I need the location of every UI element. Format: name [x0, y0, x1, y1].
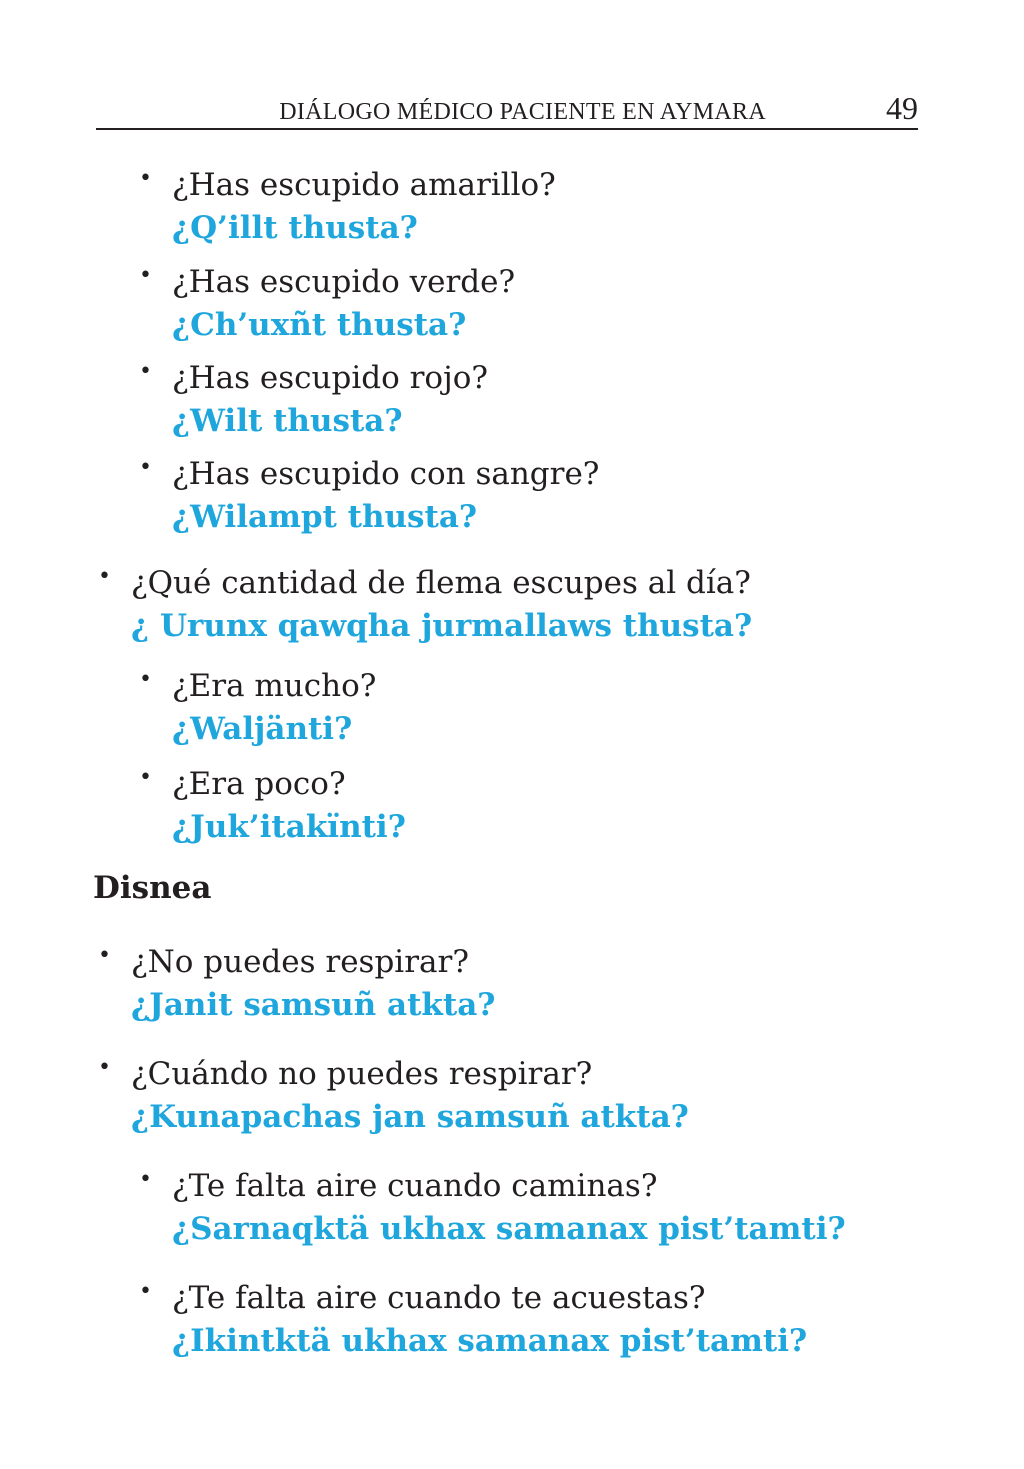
bullet-icon: •	[98, 1055, 111, 1080]
bullet-icon: •	[139, 1167, 152, 1192]
bullet-icon: •	[139, 263, 152, 288]
spanish-question: ¿Era poco?	[172, 766, 346, 802]
list-item	[139, 664, 377, 750]
spanish-question: ¿Era mucho?	[172, 668, 377, 704]
spanish-question: ¿Has escupido con sangre?	[172, 456, 600, 492]
list-item	[139, 452, 600, 538]
list-item	[98, 1052, 689, 1138]
spanish-question: ¿No puedes respirar?	[131, 944, 469, 980]
aymara-translation: ¿Wilampt thusta?	[172, 499, 478, 535]
aymara-translation: ¿Janit samsuñ atkta?	[131, 987, 496, 1023]
list-item	[139, 260, 516, 346]
spanish-question: ¿Cuándo no puedes respirar?	[131, 1056, 593, 1092]
bullet-icon: •	[139, 667, 152, 692]
bullet-icon: •	[98, 943, 111, 968]
bullet-icon: •	[139, 166, 152, 191]
aymara-translation: ¿Wilt thusta?	[172, 403, 403, 439]
aymara-translation: ¿Q’illt thusta?	[172, 210, 418, 246]
list-item	[98, 940, 496, 1026]
aymara-translation: ¿Waljänti?	[172, 711, 353, 747]
list-item	[98, 561, 753, 647]
bullet-icon: •	[139, 455, 152, 480]
spanish-question: ¿Qué cantidad de flema escupes al día?	[131, 565, 751, 601]
list-item	[139, 762, 406, 848]
list-item	[139, 1164, 846, 1250]
section-heading: Disnea	[93, 870, 212, 906]
bullet-icon: •	[139, 359, 152, 384]
list-item	[139, 356, 488, 442]
bullet-icon: •	[139, 765, 152, 790]
aymara-translation: ¿Sarnaqktä ukhax samanax pist’tamti?	[172, 1211, 846, 1247]
bullet-icon: •	[139, 1279, 152, 1304]
aymara-translation: ¿Ikintktä ukhax samanax pist’tamti?	[172, 1323, 808, 1359]
aymara-translation: ¿Juk’itakïnti?	[172, 809, 406, 845]
spanish-question: ¿Has escupido amarillo?	[172, 167, 556, 203]
aymara-translation: ¿Kunapachas jan samsuñ atkta?	[131, 1099, 689, 1135]
spanish-question: ¿Has escupido rojo?	[172, 360, 488, 396]
page-number: 49	[886, 90, 918, 126]
spanish-question: ¿Has escupido verde?	[172, 264, 516, 300]
list-item	[139, 1276, 808, 1362]
spanish-question: ¿Te falta aire cuando te acuestas?	[172, 1280, 706, 1316]
page-header	[96, 92, 918, 130]
running-header-title: DIÁLOGO MÉDICO PACIENTE EN AYMARA	[279, 99, 766, 125]
aymara-translation: ¿Ch’uxñt thusta?	[172, 307, 467, 343]
spanish-question: ¿Te falta aire cuando caminas?	[172, 1168, 658, 1204]
list-item	[139, 163, 556, 249]
aymara-translation: ¿ Urunx qawqha jurmallaws thusta?	[131, 608, 753, 644]
bullet-icon: •	[98, 564, 111, 589]
